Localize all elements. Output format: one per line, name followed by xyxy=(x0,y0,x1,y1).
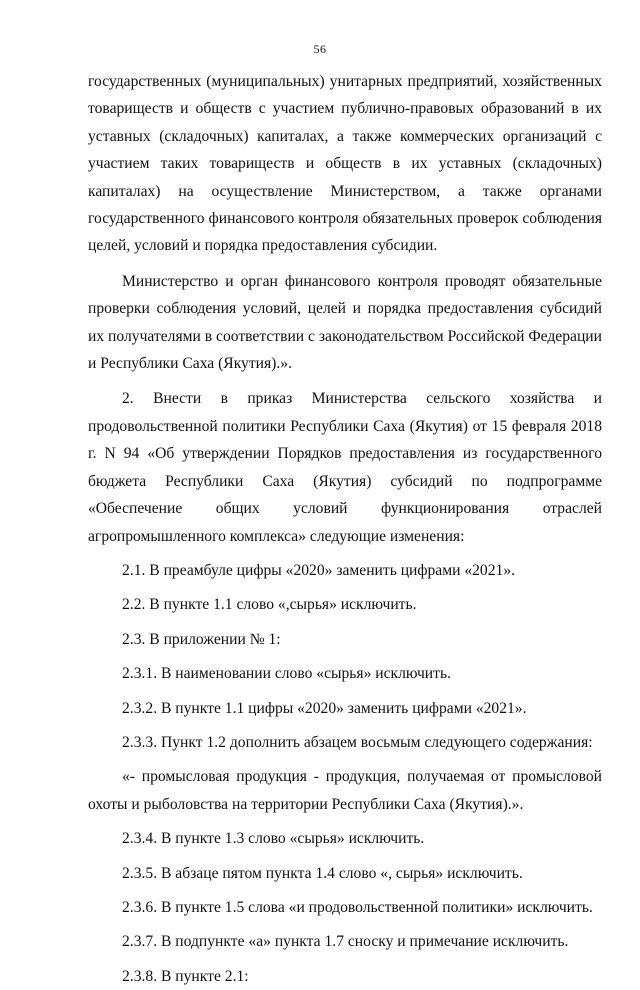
paragraph-quoted-definition: «- промысловая продукция - продукция, получаемая от промысловой охоты и рыболовства на территории Республики Саха (Якутия).». xyxy=(88,768,602,813)
document-body xyxy=(88,68,602,990)
paragraph-item-2-2: 2.2. В пункте 1.1 слово «,сырья» исключить. xyxy=(122,596,417,614)
paragraph-item-2-3-4: 2.3.4. В пункте 1.3 слово «сырья» исключить. xyxy=(122,830,425,848)
paragraph-item-2-3-2: 2.3.2. В пункте 1.1 цифры «2020» заменить цифрами «2021». xyxy=(122,699,527,717)
paragraph-item-2-3-6: 2.3.6. В пункте 1.5 слова «и продовольственной политики» исключить. xyxy=(122,898,593,916)
paragraph-item-2-3: 2.3. В приложении № 1: xyxy=(122,630,281,648)
paragraph-item-2-3-1: 2.3.1. В наименовании слово «сырья» исключить. xyxy=(122,665,451,683)
paragraph-continuation: государственных (муниципальных) унитарных предприятий, хозяйственных товариществ и обществ с участием публично-правовых образований в их уставных (складочных) капиталах, а также коммерческих организаций с участием таких товариществ и обществ в их уставных (складочных) капиталах) на осуществление Министерством, а также органами государственного финансового контроля обязательных проверок соблюдения целей, условий и порядка предоставления субсидии. xyxy=(88,73,602,255)
page-number: 56 xyxy=(313,42,327,56)
paragraph-verification: Министерство и орган финансового контроля проводят обязательные проверки соблюдения условий, целей и порядка предоставления субсидий их получателями в соответствии с законодательством Российской Федерации и Республики Саха (Якутия).». xyxy=(88,272,602,373)
paragraph-item-2-3-8: 2.3.8. В пункте 2.1: xyxy=(122,967,249,985)
paragraph-item-2-3-3: 2.3.3. Пункт 1.2 дополнить абзацем восьмым следующего содержания: xyxy=(122,733,593,751)
paragraph-item-2-3-5: 2.3.5. В абзаце пятом пункта 1.4 слово «, сырья» исключить. xyxy=(122,864,523,882)
paragraph-item-2-3-7: 2.3.7. В подпункте «а» пункта 1.7 сноску и примечание исключить. xyxy=(122,933,569,951)
paragraph-item-2-1: 2.1. В преамбуле цифры «2020» заменить цифрами «2021». xyxy=(122,561,516,579)
paragraph-item-2: 2. Внести в приказ Министерства сельского хозяйства и продовольственной политики Республики Саха (Якутия) от 15 февраля 2018 г. N 94 «Об утверждении Порядков предоставления из государственного бюджета Республики Саха (Якутия) субсидий по подпрограмме «Обеспечение общих условий функционирования отраслей агропромышленного комплекса» следующие изменения: xyxy=(88,390,602,545)
